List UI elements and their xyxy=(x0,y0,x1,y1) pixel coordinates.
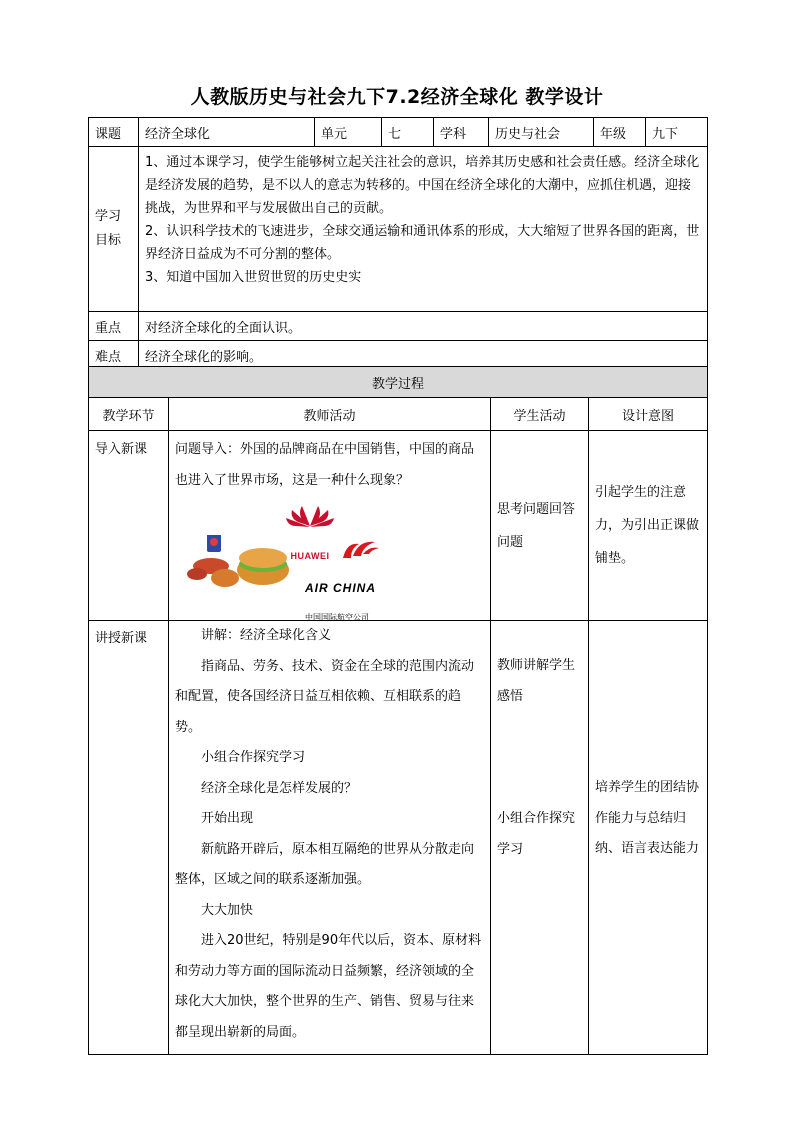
objective-item: 1、通过本课学习，使学生能够树立起关注社会的意识，培养其历史感和社会责任感。经济全球化是经济发展的趋势，是不以人的意志为转移的。中国在经济全球化的大潮中，应抓住机遇，迎接挑战，为世界和平与发展做出自己的贡献。 xyxy=(145,155,700,216)
air-china-phoenix-icon xyxy=(337,538,381,560)
objectives-row xyxy=(89,147,708,312)
section-title-row xyxy=(89,367,708,398)
header-student: 学生活动 xyxy=(491,398,589,431)
unit-value: 七 xyxy=(382,118,434,147)
subject-label: 学科 xyxy=(434,118,489,147)
lecture-paragraph: 讲解：经济全球化含义 xyxy=(201,628,332,643)
objectives-label xyxy=(89,147,139,312)
lecture-paragraph: 进入20世纪，特别是90年代以后，资本、原材料和劳动力等方面的国际流动日益频繁，经济领域的全球化大大加快，整个世界的生产、销售、贸易与往来都呈现出崭新的局面。 xyxy=(175,933,482,1040)
grade-value: 九下 xyxy=(646,118,708,147)
key-point-label: 重点 xyxy=(89,312,139,341)
air-china-logo xyxy=(305,538,425,634)
topic-value: 经济全球化 xyxy=(139,118,315,147)
lecture-paragraph: 大大加快 xyxy=(201,902,254,918)
lecture-student xyxy=(491,621,589,1055)
header-stage: 教学环节 xyxy=(89,398,169,431)
intro-row xyxy=(89,431,708,621)
topic-label: 课题 xyxy=(89,118,139,147)
lecture-intent xyxy=(589,621,708,1055)
air-china-wordmark: AIR CHINA xyxy=(305,580,376,595)
key-point-row xyxy=(89,312,708,341)
lecture-paragraph: 指商品、劳务、技术、资金在全球的范围内流动和配置，使各国经济日益互相依赖、互相联系的趋势。 xyxy=(175,658,475,735)
subject-value: 历史与社会 xyxy=(489,118,594,147)
lecture-intent-text: 培养学生的团结协作能力与总结归纳、语言表达能力 xyxy=(595,780,700,856)
course-info-table xyxy=(88,117,708,370)
lecture-teacher xyxy=(169,621,491,1055)
intro-teacher-text: 问题导入：外国的品牌商品在中国销售，中国的商品也进入了世界市场，这是一种什么现象？ xyxy=(175,442,475,488)
objectives-label-line-1: 学习 xyxy=(95,209,122,224)
lecture-paragraph: 小组合作探究学习 xyxy=(201,750,306,765)
intro-intent: 引起学生的注意力，为引出正课做铺垫。 xyxy=(589,431,708,621)
objectives-text xyxy=(139,147,708,312)
lecture-student-text-2: 小组合作探究学习 xyxy=(497,811,576,857)
info-row xyxy=(89,118,708,147)
objectives-label-line-2: 目标 xyxy=(95,233,122,248)
difficulty-label: 难点 xyxy=(89,341,139,370)
lecture-student-text-1: 教师讲解学生感悟 xyxy=(497,658,576,704)
unit-label: 单元 xyxy=(315,118,382,147)
intro-stage: 导入新课 xyxy=(89,431,169,621)
header-intent: 设计意图 xyxy=(589,398,708,431)
lecture-paragraph: 新航路开辟后，原本相互隔绝的世界从分散走向整体，区域之间的联系逐渐加强。 xyxy=(175,841,475,887)
lecture-paragraph: 经济全球化是怎样发展的？ xyxy=(201,780,358,796)
section-title: 教学过程 xyxy=(89,367,708,398)
difficulty-text: 经济全球化的影响。 xyxy=(139,341,708,370)
header-teacher: 教师活动 xyxy=(169,398,491,431)
objective-item: 3、知道中国加入世贸世贸的历史史实 xyxy=(145,270,362,285)
brand-logos-image xyxy=(175,502,484,622)
lecture-paragraph: 开始出现 xyxy=(201,811,254,826)
intro-student: 思考问题回答问题 xyxy=(491,431,589,621)
process-header-row xyxy=(89,398,708,431)
lecture-stage: 讲授新课 xyxy=(89,621,169,1055)
teaching-process-table xyxy=(88,366,708,1055)
huawei-petals-icon xyxy=(280,502,340,528)
intro-teacher xyxy=(169,431,491,621)
lecture-row xyxy=(89,621,708,1055)
page-title: 人教版历史与社会九下7.2经济全球化 教学设计 xyxy=(190,86,604,108)
huawei-wordmark: HUAWEI xyxy=(290,550,330,561)
key-point-text: 对经济全球化的全面认识。 xyxy=(139,312,708,341)
air-china-chinese-name: 中国国际航空公司 xyxy=(305,613,369,622)
objective-item: 2、认识科学技术的飞速进步，全球交通运输和通讯体系的形成，大大缩短了世界各国的距离，世界经济日益成为不可分割的整体。 xyxy=(145,224,700,262)
grade-label: 年级 xyxy=(594,118,646,147)
